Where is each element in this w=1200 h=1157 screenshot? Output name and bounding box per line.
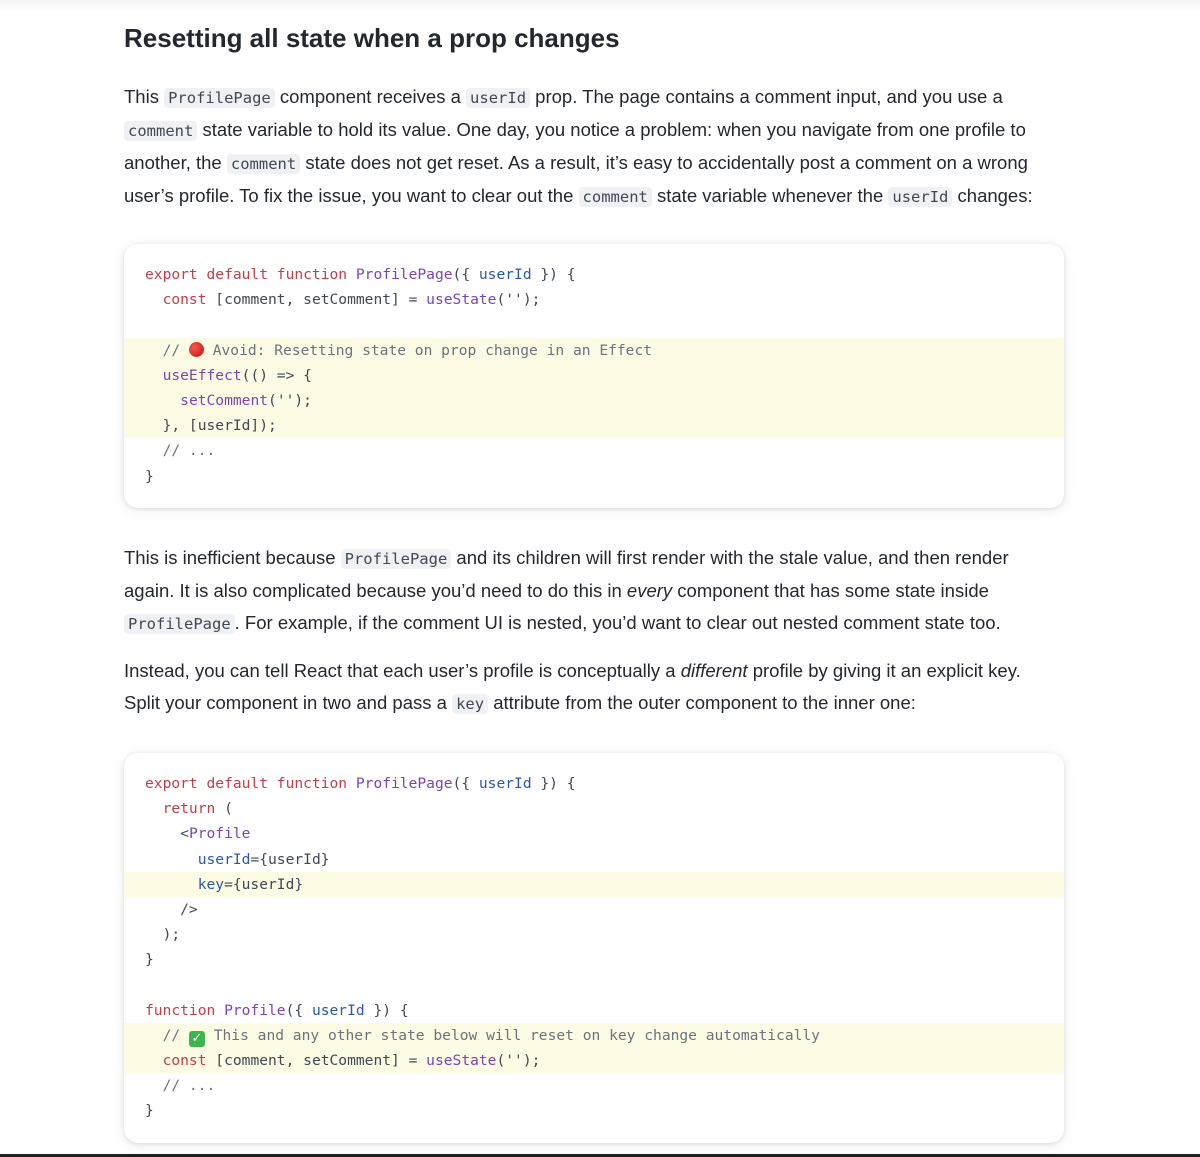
emphasis: different (680, 660, 748, 681)
solution-paragraph (124, 655, 1074, 720)
code-line-highlighted: // Avoid: Resetting state on prop change in an Effect (124, 338, 1064, 363)
text: component receives a (274, 86, 467, 107)
code-line: return ( (162, 800, 233, 818)
code-line: // ... (145, 1077, 216, 1095)
code-line: export default function ProfilePage({ userId }) { (145, 266, 576, 283)
text: Instead, you can tell React that each user’s profile is conceptually a (124, 660, 681, 681)
text: prop. The page contains a comment input, and you use a (530, 86, 1003, 107)
code-line: } (145, 1102, 154, 1120)
text: attribute from the outer component to the inner one: (488, 692, 916, 713)
inline-code: comment (124, 121, 197, 141)
code-line: ); (145, 926, 181, 944)
code-block-avoid[interactable] (124, 244, 1064, 508)
code-line-highlighted: const [comment, setComment] = useState(''); (124, 1048, 1064, 1073)
section-heading: Resetting all state when a prop changes (124, 23, 620, 53)
inline-code: ProfilePage (124, 614, 235, 634)
text: This (124, 86, 165, 107)
text: another, the (124, 152, 227, 173)
inline-code: key (452, 694, 488, 714)
inline-code: comment (579, 187, 652, 207)
text: This is inefficient because (124, 547, 341, 568)
inline-code: ProfilePage (164, 88, 275, 108)
code-line-blank (124, 973, 1064, 998)
inline-code: userId (888, 187, 952, 207)
code-line: userId={userId} (197, 850, 330, 868)
code-line: function Profile({ userId }) { (145, 1001, 409, 1019)
code-line-blank (124, 312, 1064, 337)
check-mark-icon: ✓ (189, 1031, 205, 1047)
code-line-highlighted: key={userId} (124, 872, 1064, 897)
text: profile by giving it an explicit key. (747, 660, 1021, 681)
emphasis: every (626, 580, 673, 601)
code-line: /> (145, 900, 198, 918)
code-block-solution[interactable] (124, 753, 1064, 1143)
code-line: // ... (145, 442, 216, 460)
code-line-highlighted: useEffect(() => { (124, 363, 1064, 388)
text: changes: (952, 185, 1033, 206)
text: state does not get reset. As a result, it’s easy to accidentally post a comment on a wrong (300, 152, 1028, 173)
code-line: const [comment, setComment] = useState(''); (162, 291, 541, 309)
text: . For example, if the comment UI is nested, you’d want to clear out nested comment state too. (234, 612, 1001, 633)
text: state variable to hold its value. One day, you notice a problem: when you navigate from one profile to (197, 119, 1026, 140)
text: user’s profile. To fix the issue, you want to clear out the (124, 185, 579, 206)
text: Split your component in two and pass a (124, 692, 453, 713)
code-line: <Profile (145, 825, 251, 843)
top-fade (0, 0, 1200, 12)
red-circle-icon (189, 342, 204, 357)
inline-code: ProfilePage (341, 549, 452, 569)
code-line: } (145, 951, 154, 969)
text: and its children will first render with the stale value, and then render (451, 547, 1009, 568)
text: component that has some state inside (672, 580, 989, 601)
intro-paragraph (124, 81, 1074, 213)
explanation-paragraph (124, 542, 1074, 640)
code-line: } (145, 467, 154, 485)
code-line-highlighted: }, [userId]); (124, 413, 1064, 438)
code-line-highlighted: setComment(''); (124, 388, 1064, 413)
inline-code: userId (466, 88, 530, 108)
text: state variable whenever the (651, 185, 889, 206)
code-line-highlighted: // ✓ This and any other state below will reset on key change automatically (124, 1023, 1064, 1048)
code-line: export default function ProfilePage({ userId }) { (145, 775, 576, 792)
inline-code: comment (227, 154, 300, 174)
text: again. It is also complicated because you’d need to do this in (124, 580, 627, 601)
